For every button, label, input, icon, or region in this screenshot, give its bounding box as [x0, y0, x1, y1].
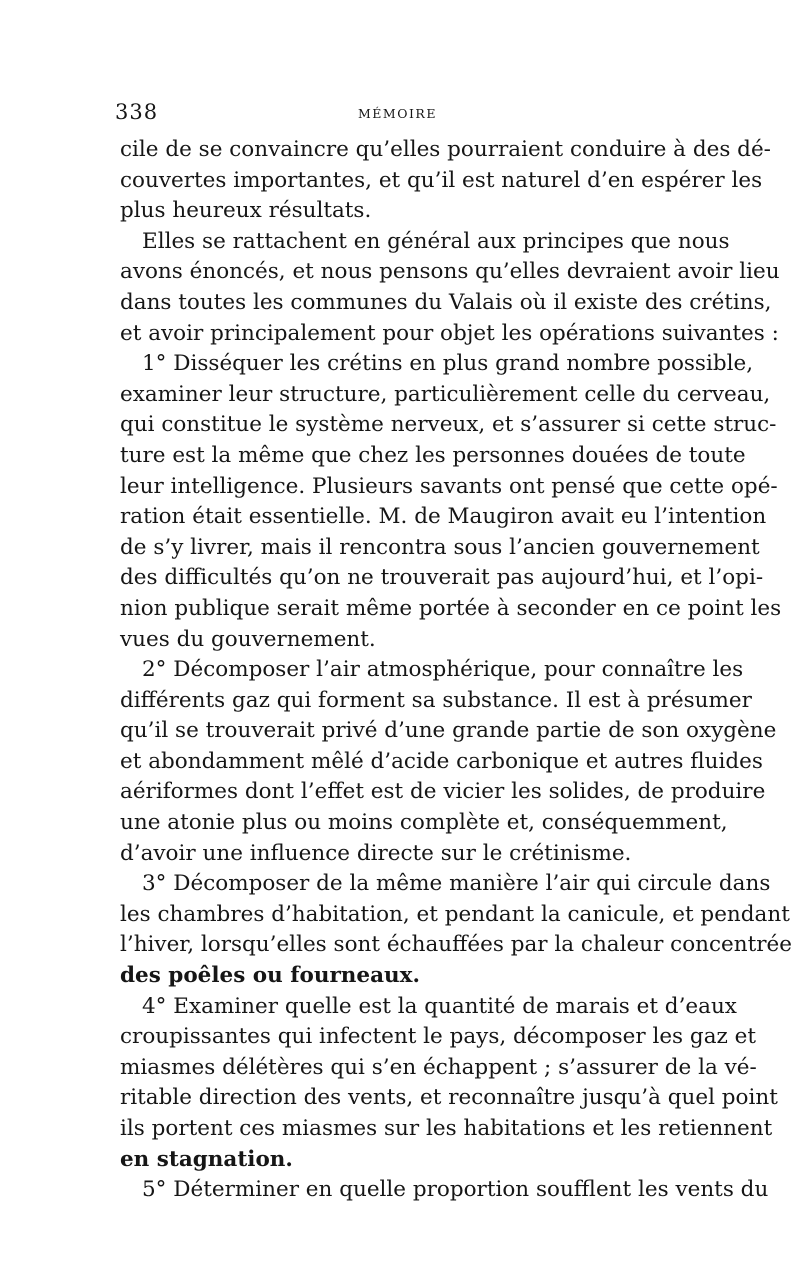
page-number: 338 — [115, 100, 159, 124]
paragraph-start-line: Elles se rattachent en général aux principes que nous — [142, 228, 730, 254]
text-line: nion publique serait même portée à seconder en ce point les — [120, 595, 782, 621]
text-line: examiner leur structure, particulièrement celle du cerveau, — [120, 381, 771, 407]
text-line: croupissantes qui infectent le pays, décomposer les gaz et — [120, 1024, 757, 1050]
text-line: une atonie plus ou moins complète et, conséquemment, — [120, 810, 728, 836]
text-line: leur intelligence. Plusieurs savants ont pensé que cette opé- — [120, 473, 778, 499]
text-line: et abondamment mêlé d’acide carbonique et autres fluides — [120, 748, 763, 774]
paragraph-start-line: 5° Déterminer en quelle proportion soufflent les vents du — [142, 1177, 769, 1203]
page-header — [115, 100, 675, 126]
text-line: vues du gouvernement. — [120, 626, 376, 652]
text-line: ritable direction des vents, et reconnaître jusqu’à quel point — [120, 1085, 778, 1111]
paragraph-start-line: 1° Disséquer les crétins en plus grand nombre possible, — [142, 351, 754, 377]
text-line: aériformes dont l’effet est de vicier les solides, de produire — [120, 779, 766, 805]
text-line: cile de se convaincre qu’elles pourraient conduire à des dé- — [120, 137, 771, 162]
text-line: qui constitue le système nerveux, et s’assurer si cette struc- — [120, 412, 777, 438]
paragraph-start-line: 3° Décomposer de la même manière l’air qui circule dans — [142, 871, 771, 897]
text-line: ture est la même que chez les personnes douées de toute — [120, 442, 746, 468]
text-line: dans toutes les communes du Valais où il existe des crétins, — [120, 289, 772, 315]
text-line: d’avoir une influence directe sur le crétinisme. — [120, 840, 632, 866]
text-line: qu’il se trouverait privé d’une grande partie de son oxygène — [120, 718, 777, 744]
paragraph-start-line: 2° Décomposer l’air atmosphérique, pour connaître les — [142, 657, 744, 683]
text-line: couvertes importantes, et qu’il est naturel d’en espérer les — [120, 167, 763, 193]
text-line: des poêles ou fourneaux. — [120, 963, 420, 989]
text-line: l’hiver, lorsqu’elles sont échauffées par la chaleur concentrée — [120, 932, 792, 958]
text-line: ils portent ces miasmes sur les habitations et les retiennent — [120, 1116, 773, 1141]
text-line: miasmes délétères qui s’en échappent ; s’assurer de la vé- — [120, 1054, 757, 1080]
text-line: en stagnation. — [120, 1146, 293, 1172]
text-line: de s’y livrer, mais il rencontra sous l’ancien gouvernement — [120, 534, 760, 560]
text-line: avons énoncés, et nous pensons qu’elles devraient avoir lieu — [120, 259, 780, 285]
text-line: des difficultés qu’on ne trouverait pas aujourd’hui, et l’opi- — [120, 565, 764, 591]
text-line: plus heureux résultats. — [120, 198, 372, 224]
text-line: différents gaz qui forment sa substance. Il est à présumer — [120, 687, 752, 713]
text-line: ration était essentielle. M. de Maugiron avait eu l’intention — [120, 504, 767, 530]
text-line: les chambres d’habitation, et pendant la canicule, et pendant — [120, 901, 790, 927]
running-title: MÉMOIRE — [358, 106, 437, 121]
text-line: et avoir principalement pour objet les opérations suivantes : — [120, 320, 779, 346]
paragraph-start-line: 4° Examiner quelle est la quantité de marais et d’eaux — [142, 993, 737, 1019]
body-text — [120, 135, 792, 1206]
